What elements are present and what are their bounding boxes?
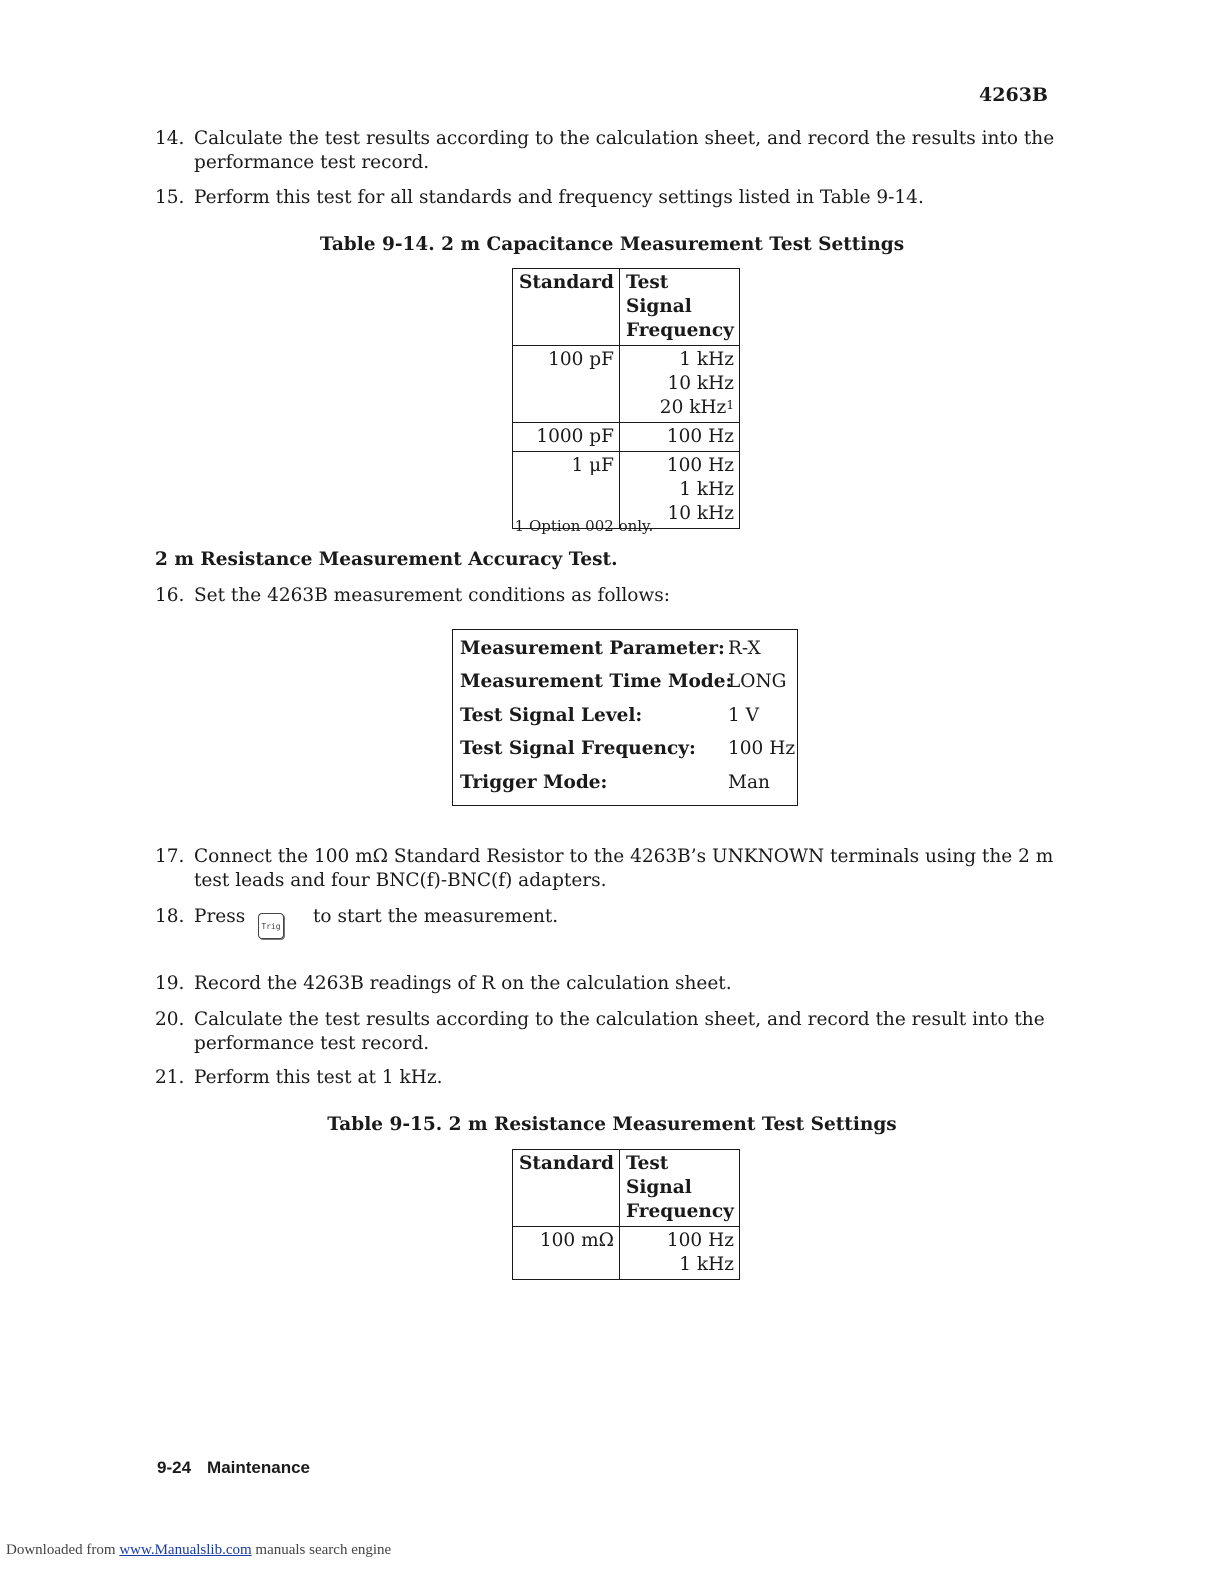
step-text-post: to start the measurement. (313, 906, 559, 927)
condition-value: Man (728, 772, 770, 793)
step-21 (155, 1066, 1055, 1090)
step-number: 17. (155, 846, 185, 867)
step-number: 15. (155, 187, 185, 208)
step-15 (155, 186, 1055, 210)
condition-label: Test Signal Level: (460, 705, 643, 726)
footnote-mark: 1 (726, 398, 734, 412)
step-14 (155, 127, 1055, 175)
cell-frequency: 100 Hz 1 kHz 10 kHz (619, 452, 739, 529)
step-20 (155, 1008, 1055, 1056)
measurement-conditions-box (452, 629, 798, 806)
cell-frequency: 100 Hz (619, 423, 739, 452)
header-frequency: Test Signal Frequency (619, 269, 739, 346)
table-header-row (513, 1150, 740, 1227)
page-number: 9-24 (157, 1458, 192, 1477)
step-text: Calculate the test results according to the calculation sheet, and record the results into the performance test record. (194, 128, 1055, 173)
manualslib-link[interactable]: www.Manualslib.com (119, 1542, 252, 1558)
download-suffix: manuals search engine (255, 1542, 392, 1558)
section-heading: 2 m Resistance Measurement Accuracy Test. (155, 549, 618, 570)
condition-value: LONG (728, 671, 787, 692)
condition-label: Measurement Time Mode: (460, 671, 733, 692)
table-9-15-caption: Table 9-15. 2 m Resistance Measurement Test Settings (327, 1114, 897, 1135)
condition-value: 100 Hz (728, 738, 796, 759)
header-frequency: Test Signal Frequency (619, 1150, 739, 1227)
step-text: Connect the 100 mΩ Standard Resistor to the 4263B’s UNKNOWN terminals using the 2 m test leads and four BNC(f)-BNC(f) adapters. (194, 846, 1054, 891)
cell-frequency: 1 kHz 10 kHz 20 kHz$^1$ (619, 346, 739, 423)
document-model: 4263B (979, 84, 1048, 106)
table-9-14 (512, 268, 740, 529)
step-text: Record the 4263B readings of R on the calculation sheet. (194, 973, 732, 994)
condition-value: 1 V (728, 705, 760, 726)
step-16 (155, 584, 1055, 608)
condition-label: Test Signal Frequency: (460, 738, 696, 759)
step-18 (155, 905, 1055, 929)
table-9-14-caption: Table 9-14. 2 m Capacitance Measurement Test Settings (319, 234, 905, 255)
download-prefix: Downloaded from (6, 1542, 116, 1558)
step-19 (155, 972, 1055, 996)
cell-standard: 100 pF (513, 346, 620, 423)
condition-label: Trigger Mode: (460, 772, 608, 793)
header-standard: Standard (513, 269, 620, 346)
condition-label: Measurement Parameter: (460, 638, 725, 659)
step-number: 19. (155, 973, 185, 994)
step-text: Perform this test for all standards and frequency settings listed in Table 9-14. (194, 187, 924, 208)
page-footer (157, 1458, 310, 1478)
step-number: 18. (155, 906, 185, 927)
header-standard: Standard (513, 1150, 620, 1227)
table-row (513, 346, 740, 423)
condition-value: R-X (728, 638, 761, 659)
trig-key-icon: Trig (258, 913, 284, 939)
cell-frequency: 100 Hz 1 kHz (619, 1227, 739, 1280)
step-number: 20. (155, 1009, 185, 1030)
cell-standard: 1 μF (513, 452, 620, 529)
step-number: 21. (155, 1067, 185, 1088)
step-text: Set the 4263B measurement conditions as follows: (194, 585, 670, 606)
footer-section: Maintenance (207, 1458, 311, 1477)
table-row (513, 423, 740, 452)
cell-standard: 100 mΩ (513, 1227, 620, 1280)
table-9-15 (512, 1149, 740, 1280)
step-number: 14. (155, 128, 185, 149)
table-footnote: 1 Option 002 only. (514, 517, 654, 535)
table-header-row (513, 269, 740, 346)
cell-standard: 1000 pF (513, 423, 620, 452)
step-number: 16. (155, 585, 185, 606)
step-17 (155, 845, 1055, 893)
step-text: Calculate the test results according to the calculation sheet, and record the result into the performance test record. (194, 1009, 1045, 1054)
table-row (513, 1227, 740, 1280)
step-text: Perform this test at 1 kHz. (194, 1067, 443, 1088)
download-banner (6, 1542, 391, 1559)
step-text-pre: Press (194, 906, 246, 927)
